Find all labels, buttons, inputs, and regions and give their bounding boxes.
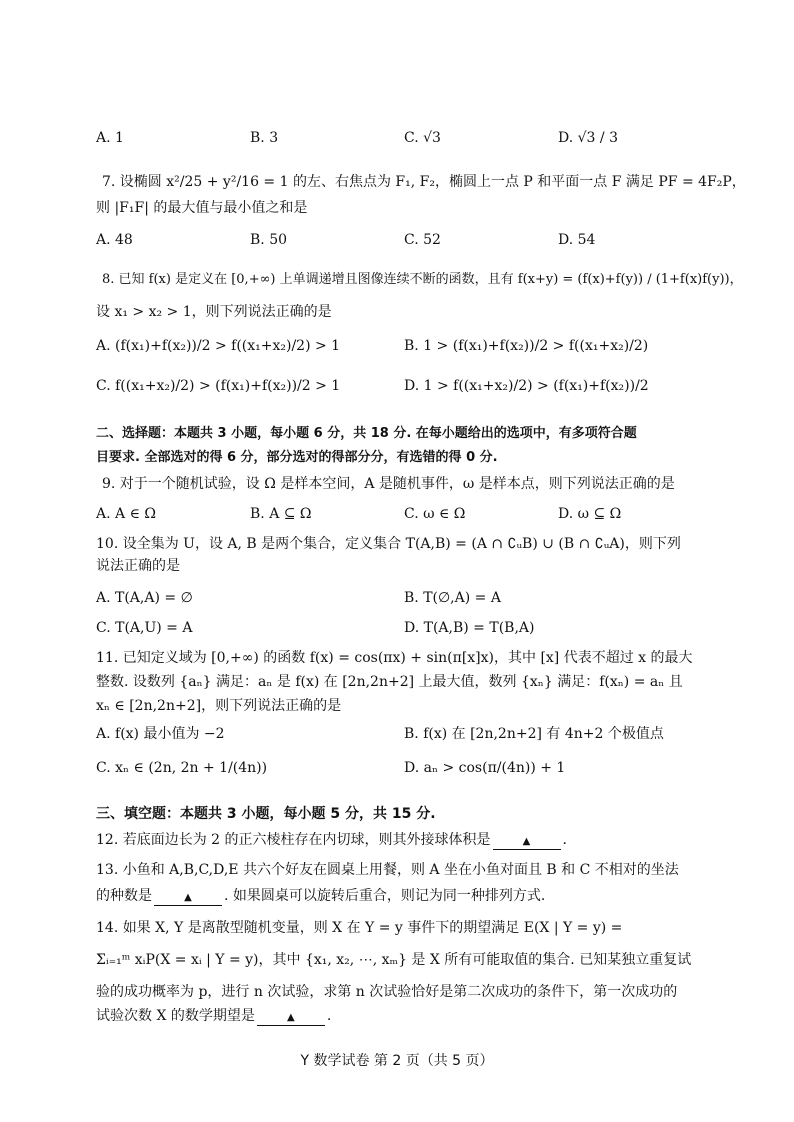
q11-stem-line3: xₙ ∈ [2n,2n+2]，则下列说法正确的是 xyxy=(96,698,342,714)
q11-option-a: A. f(x) 最小值为 −2 xyxy=(96,726,225,742)
q11-stem-line1: 11. 已知定义域为 [0,+∞) 的函数 f(x) = cos(πx) + sin(π[x]x)，其中 [x] 代表不超过 x 的最大 xyxy=(96,650,693,666)
q9-stem: 9. 对于一个随机试验，设 Ω 是样本空间，A 是随机事件，ω 是样本点，则下列说法正确的是 xyxy=(102,476,675,492)
q6-option-a: A. 1 xyxy=(96,130,124,146)
q10-option-a: A. T(A,A) = ∅ xyxy=(96,590,193,606)
q12-stem-text: 12. 若底面边长为 2 的正六棱柱存在内切球，则其外接球体积是 xyxy=(96,832,491,848)
q10-option-b: B. T(∅,A) = A xyxy=(404,590,501,606)
q6-option-d: D. √3 / 3 xyxy=(558,130,618,146)
q6-option-b: B. 3 xyxy=(250,130,279,146)
q10-option-d: D. T(A,B) = T(B,A) xyxy=(404,620,535,636)
q12-stem-end: . xyxy=(562,832,567,848)
q11-option-d: D. aₙ > cos(π/(4n)) + 1 xyxy=(404,760,566,776)
q10-option-c: C. T(A,U) = A xyxy=(96,620,193,636)
q9-option-a: A. A ∈ Ω xyxy=(96,506,156,522)
q8-option-d: D. 1 > f((x₁+x₂)/2) > (f(x₁)+f(x₂))/2 xyxy=(404,378,649,394)
answer-marker-icon: ▲ xyxy=(522,836,531,847)
q13-stem-pre: 的种数是 xyxy=(96,888,152,904)
answer-marker-icon: ▲ xyxy=(287,1012,295,1023)
q9-option-d: D. ω ⊆ Ω xyxy=(558,506,622,522)
q9-option-b: B. A ⊆ Ω xyxy=(250,506,312,522)
q7-option-b: B. 50 xyxy=(250,232,288,248)
q9-option-c: C. ω ∈ Ω xyxy=(404,506,466,522)
q7-option-a: A. 48 xyxy=(96,232,133,248)
q14-stem-line2: Σᵢ₌₁ᵐ xᵢP(X = xᵢ | Y = y)，其中 {x₁, x₂, ⋯, xₘ} 是 X 所有可能取值的集合. 已知某独立重复试 xyxy=(96,952,692,968)
q11-stem-line2: 整数. 设数列 {aₙ} 满足：aₙ 是 f(x) 在 [2n,2n+2] 上最大值，数列 {xₙ} 满足：f(xₙ) = aₙ 且 xyxy=(96,674,683,690)
q14-stem-pre: 试验次数 X 的数学期望是 xyxy=(96,1008,255,1024)
section2-heading-line2: 目要求. 全部选对的得 6 分，部分选对的得部分分，有选错的得 0 分. xyxy=(96,450,498,465)
q13-stem-line1: 13. 小鱼和 A,B,C,D,E 共六个好友在圆桌上用餐，则 A 坐在小鱼对面且 B 和 C 不相对的坐法 xyxy=(96,862,679,878)
q7-stem-line1: 7. 设椭圆 x²/25 + y²/16 = 1 的左、右焦点为 F₁, F₂，椭圆上一点 P 和平面一点 F 满足 PF = 4F₂P， xyxy=(102,174,746,190)
page-footer: Y 数学试卷 第 2 页（共 5 页） xyxy=(300,1053,494,1069)
q8-stem-line2: 设 x₁ > x₂ > 1，则下列说法正确的是 xyxy=(96,304,332,320)
q14-stem-end: . xyxy=(326,1008,332,1024)
section3-heading: 三、填空题：本题共 3 小题，每小题 5 分，共 15 分. xyxy=(96,806,436,822)
q8-option-a: A. (f(x₁)+f(x₂))/2 > f((x₁+x₂)/2) > 1 xyxy=(96,338,341,354)
answer-marker-icon: ▲ xyxy=(184,892,192,903)
q13-stem-line2 xyxy=(96,886,545,906)
q11-option-c: C. xₙ ∈ (2n, 2n + 1/(4n)) xyxy=(96,760,268,776)
q13-answer-blank[interactable] xyxy=(154,891,222,906)
q8-stem-line1: 8. 已知 f(x) 是定义在 [0,+∞) 上单调递增且图像连续不断的函数，且有 f(x+y) = (f(x)+f(y)) / (1+f(x)f(y))， xyxy=(102,272,743,287)
section2-heading-line1: 二、选择题：本题共 3 小题，每小题 6 分，共 18 分. 在每小题给出的选项中，有多项符合题 xyxy=(96,426,637,441)
q10-stem-line1: 10. 设全集为 U，设 A, B 是两个集合，定义集合 T(A,B) = (A ∩ ∁ᵤB) ∪ (B ∩ ∁ᵤA)，则下列 xyxy=(96,536,681,552)
q10-stem-line2: 说法正确的是 xyxy=(96,558,180,574)
q7-option-c: C. 52 xyxy=(404,232,441,248)
q7-option-d: D. 54 xyxy=(558,232,596,248)
q7-stem-line2: 则 |F₁F| 的最大值与最小值之和是 xyxy=(96,200,308,216)
q14-stem-line3: 验的成功概率为 p，进行 n 次试验，求第 n 次试验恰好是第二次成功的条件下，第一次成功的 xyxy=(96,984,678,1000)
q12-answer-blank[interactable] xyxy=(493,835,561,850)
q8-option-b: B. 1 > (f(x₁)+f(x₂))/2 > f((x₁+x₂)/2) xyxy=(404,338,649,354)
q11-option-b: B. f(x) 在 [2n,2n+2] 有 4n+2 个极值点 xyxy=(404,726,664,742)
q14-stem-line4 xyxy=(96,1006,331,1026)
q8-option-c: C. f((x₁+x₂)/2) > (f(x₁)+f(x₂))/2 > 1 xyxy=(96,378,341,394)
q6-option-c: C. √3 xyxy=(404,130,441,146)
q14-answer-blank[interactable] xyxy=(257,1011,325,1026)
q14-stem-line1: 14. 如果 X, Y 是离散型随机变量，则 X 在 Y = y 事件下的期望满足 E(X | Y = y) = xyxy=(96,920,623,936)
q12-stem xyxy=(96,830,567,850)
q13-stem-post: . 如果圆桌可以旋转后重合，则记为同一种排列方式. xyxy=(224,888,546,904)
